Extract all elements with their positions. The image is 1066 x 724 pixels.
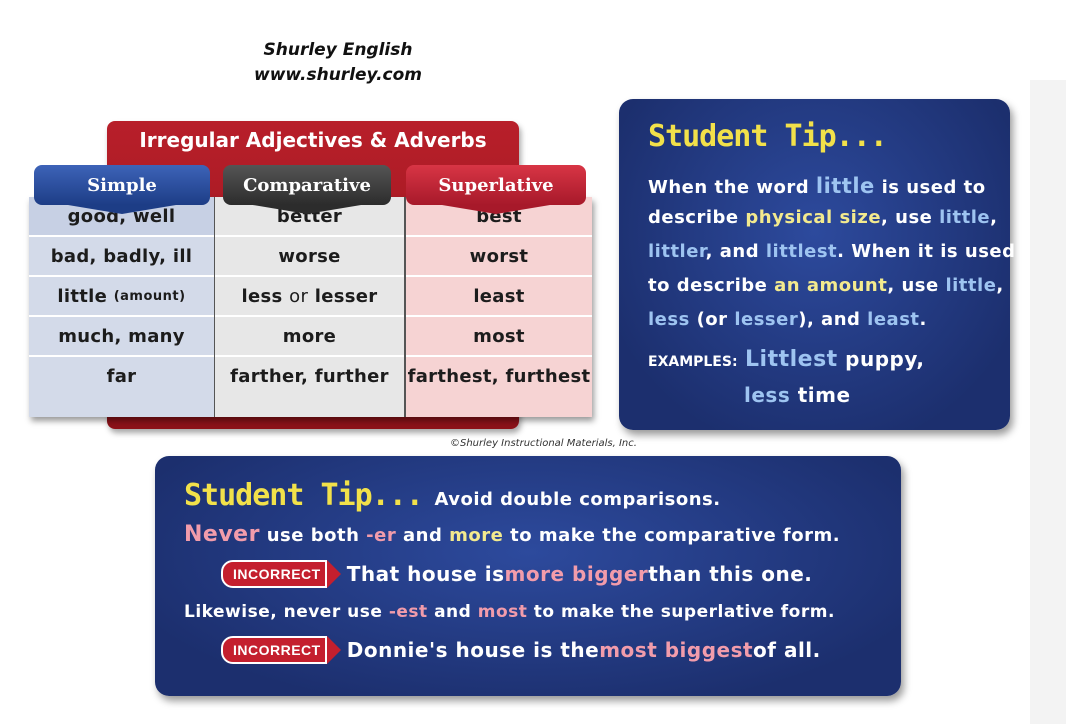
- incorrect-badge: INCORRECT: [221, 560, 327, 588]
- table-cell: worse: [215, 237, 404, 277]
- brand-name: Shurley English: [263, 40, 413, 60]
- table-title: Irregular Adjectives & Adverbs: [139, 128, 487, 152]
- table-cell: little (amount): [29, 277, 214, 317]
- tip-title: Student Tip...: [648, 119, 887, 154]
- page-edge: [1030, 80, 1066, 724]
- brand-url: www.shurley.com: [254, 65, 422, 85]
- table-cell: least: [406, 277, 592, 317]
- table-cell: farther, further: [230, 365, 389, 387]
- header-simple: Simple: [34, 165, 210, 205]
- tip-line: Likewise, never use -est and most to make the superlative form.: [184, 602, 835, 622]
- student-tip-little: [619, 99, 1016, 430]
- table-cell: most: [406, 317, 592, 357]
- table-cell: less or lesser: [215, 277, 404, 317]
- tip-line: When the word little is used to: [648, 174, 986, 198]
- copyright-notice: ©Shurley Instructional Materials, Inc.: [450, 438, 637, 449]
- table-cell: bad, badly, ill: [29, 237, 214, 277]
- tip-line: describe physical size, use little,: [648, 207, 998, 228]
- tip-heading: [184, 478, 721, 513]
- tip-intro: Avoid double comparisons.: [434, 489, 721, 510]
- table-cell: worst: [406, 237, 592, 277]
- table-cell: best: [406, 197, 592, 237]
- tip-line: less (or lesser), and least.: [648, 309, 927, 330]
- brand-header: [0, 38, 676, 88]
- superlative-column: [406, 197, 592, 417]
- table-cell: good, well: [29, 197, 214, 237]
- comparative-column: [215, 197, 404, 417]
- incorrect-example: INCORRECT That house is more bigger than this one.: [221, 560, 812, 588]
- table-cell: farthest, furthest: [407, 365, 591, 387]
- tip-line: to describe an amount, use little,: [648, 275, 1004, 296]
- example-line: EXAMPLES: Littlest puppy,: [648, 347, 925, 372]
- table-cell: more: [215, 317, 404, 357]
- tip-line: littler, and littlest. When it is used: [648, 241, 1016, 262]
- example-line: less time: [744, 383, 851, 407]
- header-comparative: Comparative: [223, 165, 391, 205]
- header-superlative: Superlative: [406, 165, 586, 205]
- incorrect-example: INCORRECT Donnie's house is the most biggest of all.: [221, 636, 821, 664]
- simple-column: [29, 197, 214, 417]
- tip-line: Never use both -er and more to make the comparative form.: [184, 522, 841, 547]
- student-tip-double-comparisons: [155, 456, 901, 696]
- incorrect-badge: INCORRECT: [221, 636, 327, 664]
- irregular-table: [29, 197, 592, 417]
- tip-title: Student Tip...: [184, 478, 423, 513]
- table-cell: far: [106, 365, 137, 387]
- table-cell: much, many: [29, 317, 214, 357]
- table-cell: better: [215, 197, 404, 237]
